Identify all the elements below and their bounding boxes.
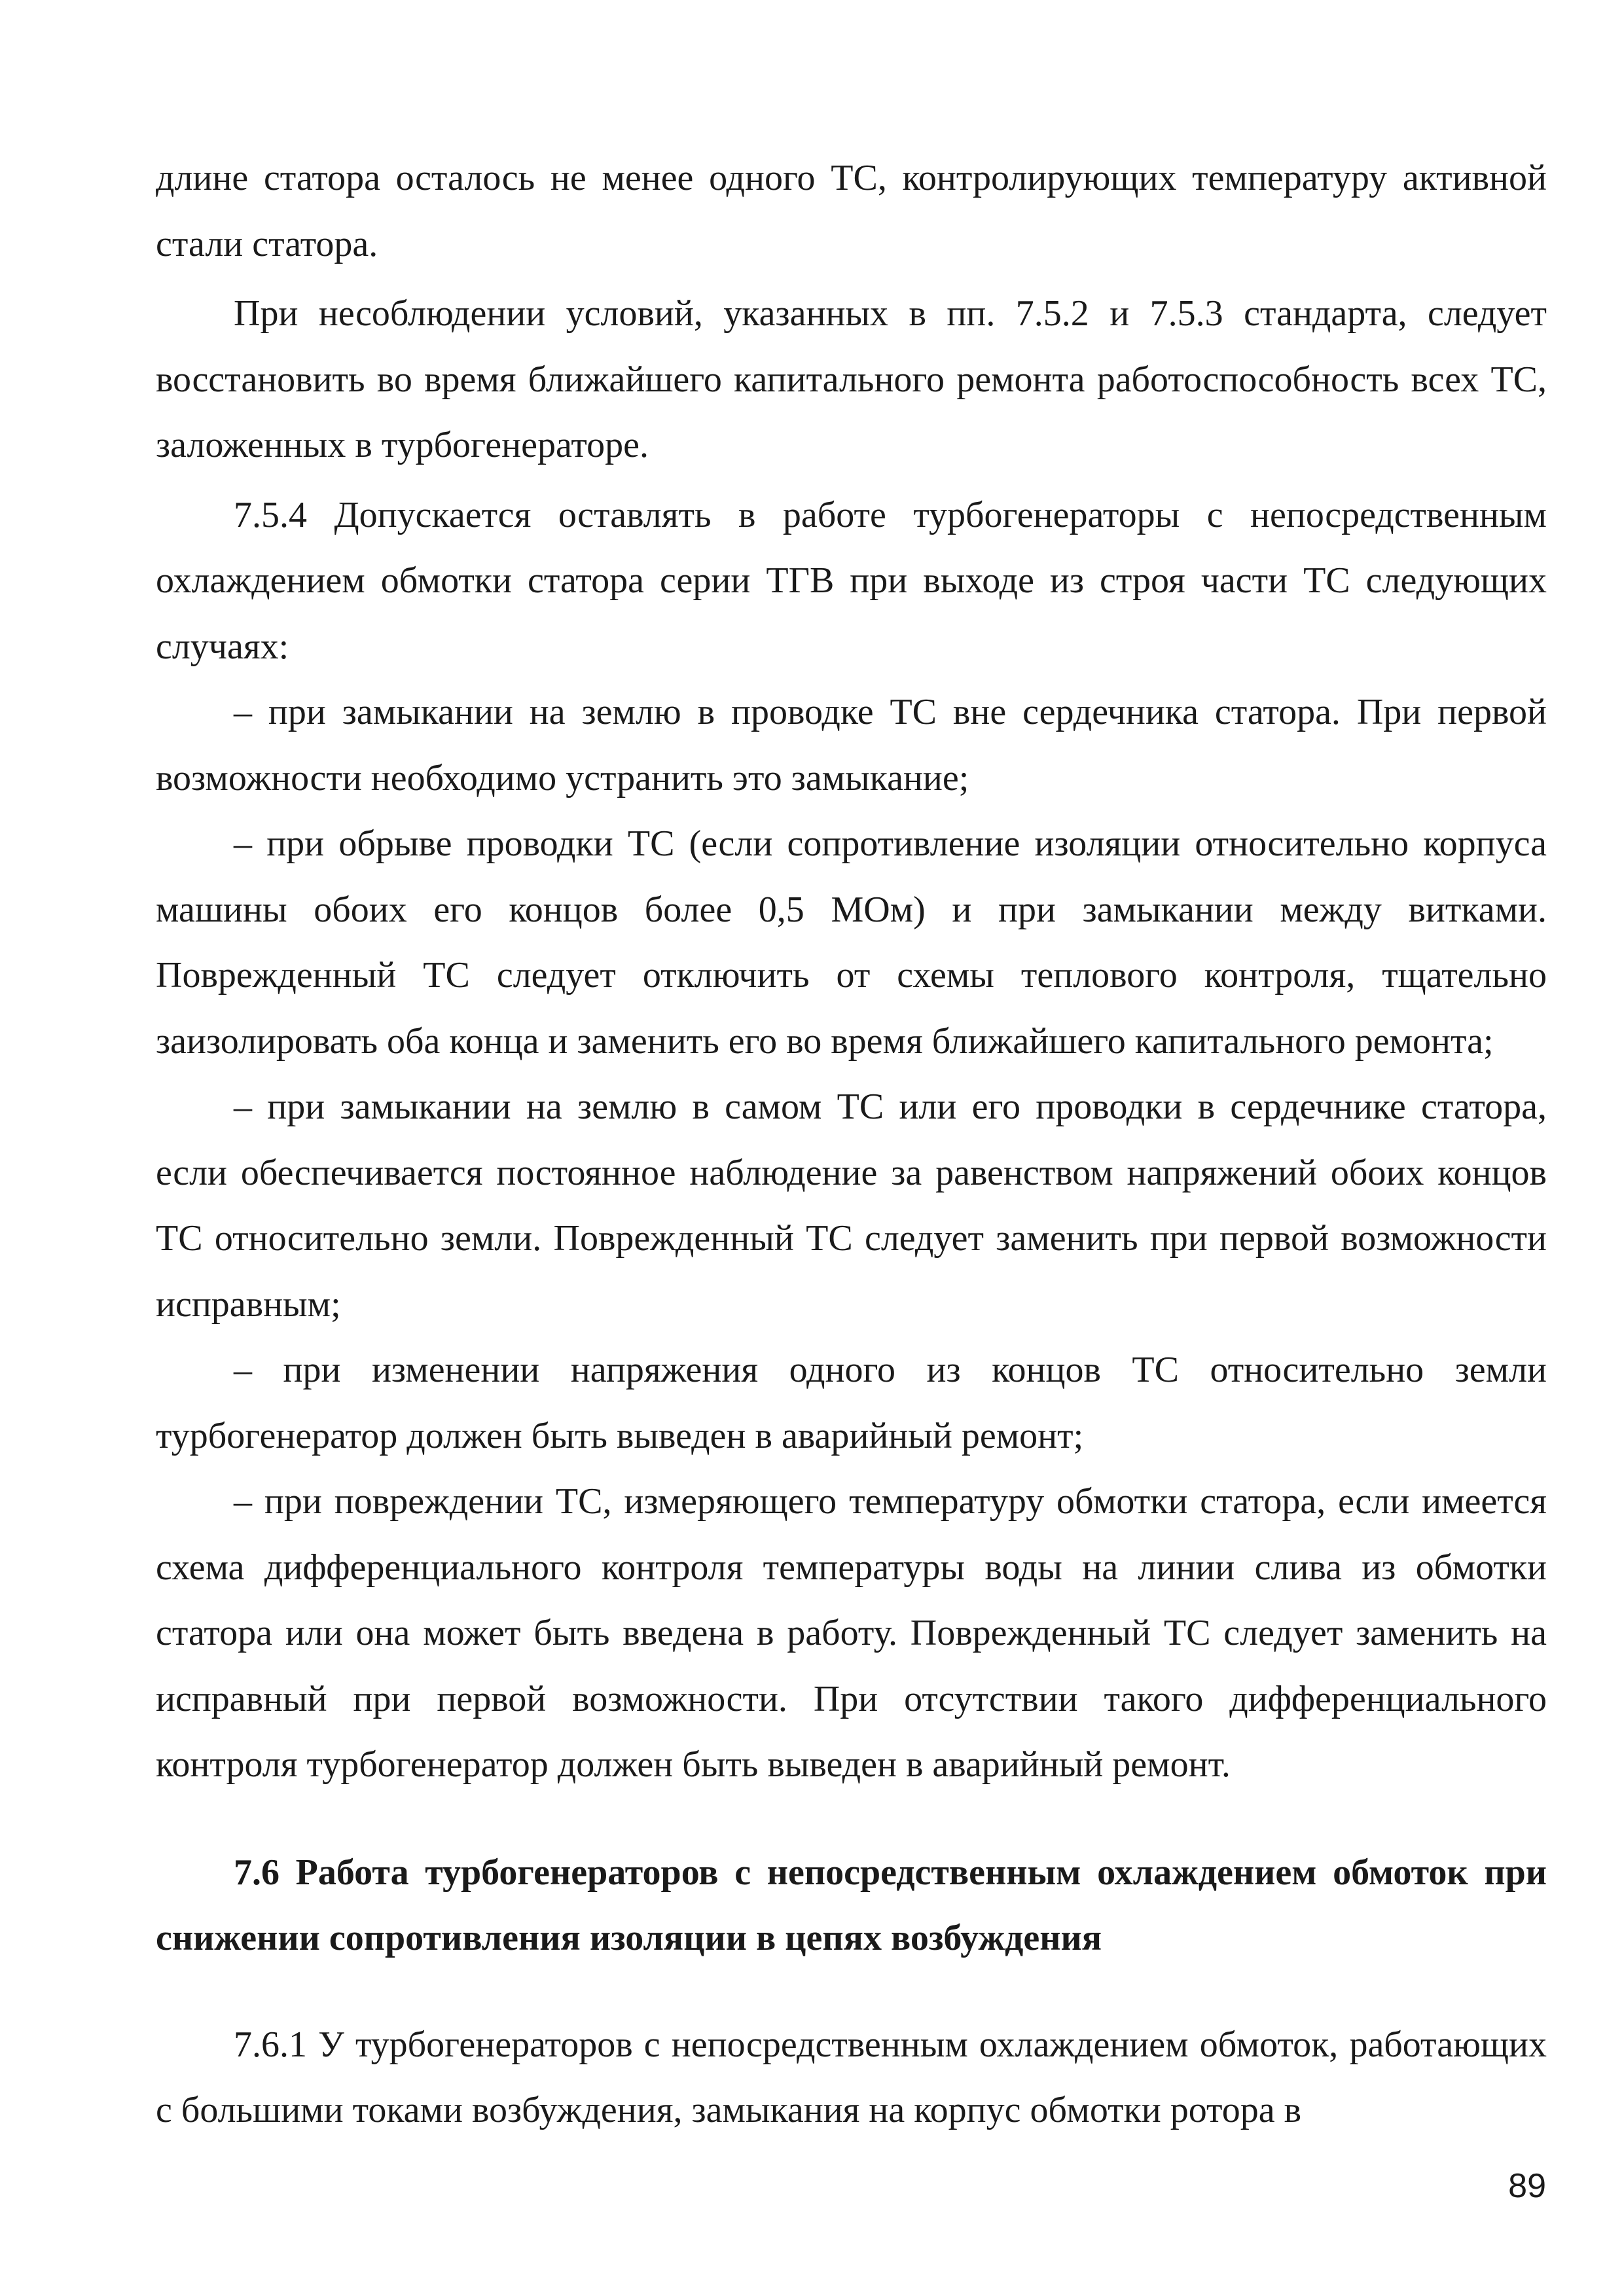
list-item-ground-fault-core: – при замыкании на землю в самом ТС или его проводки в сердечнике статора, если обеспечивается постоянное наблюдение за равенством напряжений обоих концов ТС относительно земли. Поврежденный ТС следует заменить при первой возможности исправным;	[156, 1086, 1547, 1325]
paragraph-continuation: длине статора осталось не менее одного ТС, контролирующих температуру активной стали статора.	[156, 158, 1547, 264]
list-item-wire-break: – при обрыве проводки ТС (если сопротивление изоляции относительно корпуса машины обоих его концов более 0,5 МОм) и при замыкании между витками. Поврежденный ТС следует отключить от схемы теплового контроля, тщательно заизолировать оба конца и заменить его во время ближайшего капитального ремонта;	[156, 823, 1547, 1062]
paragraph-7-5-4: 7.5.4 Допускается оставлять в работе турбогенераторы с непосредственным охлаждением обмотки статора серии ТГВ при выходе из строя части ТС следующих случаях:	[156, 494, 1547, 667]
list-item-ground-fault-wiring: – при замыкании на землю в проводке ТС вне сердечника статора. При первой возможности необходимо устранить это замыкание;	[156, 692, 1547, 798]
list-item-voltage-change: – при изменении напряжения одного из концов ТС относительно земли турбогенератор должен быть выведен в аварийный ремонт;	[156, 1350, 1547, 1456]
paragraph-7-6-1: 7.6.1 У турбогенераторов с непосредственным охлаждением обмоток, работающих с большими токами возбуждения, замыкания на корпус обмотки ротора в	[156, 2024, 1547, 2130]
page-number: 89	[1508, 2167, 1546, 2205]
section-heading-7-6: 7.6 Работа турбогенераторов с непосредственным охлаждением обмоток при снижении сопротивления изоляции в цепях возбуждения	[156, 1852, 1547, 1958]
body-text	[156, 145, 1547, 2144]
list-item-winding-sensor-damage: – при повреждении ТС, измеряющего температуру обмотки статора, если имеется схема дифференциального контроля температуры воды на линии слива из обмотки статора или она может быть введена в работу. Поврежденный ТС следует заменить на исправный при первой возможности. При отсутствии такого дифференциального контроля турбогенератор должен быть выведен в аварийный ремонт.	[156, 1481, 1547, 1785]
paragraph-restore-condition: При несоблюдении условий, указанных в пп. 7.5.2 и 7.5.3 стандарта, следует восстановить во время ближайшего капитального ремонта работоспособность всех ТС, заложенных в турбогенераторе.	[156, 293, 1547, 465]
